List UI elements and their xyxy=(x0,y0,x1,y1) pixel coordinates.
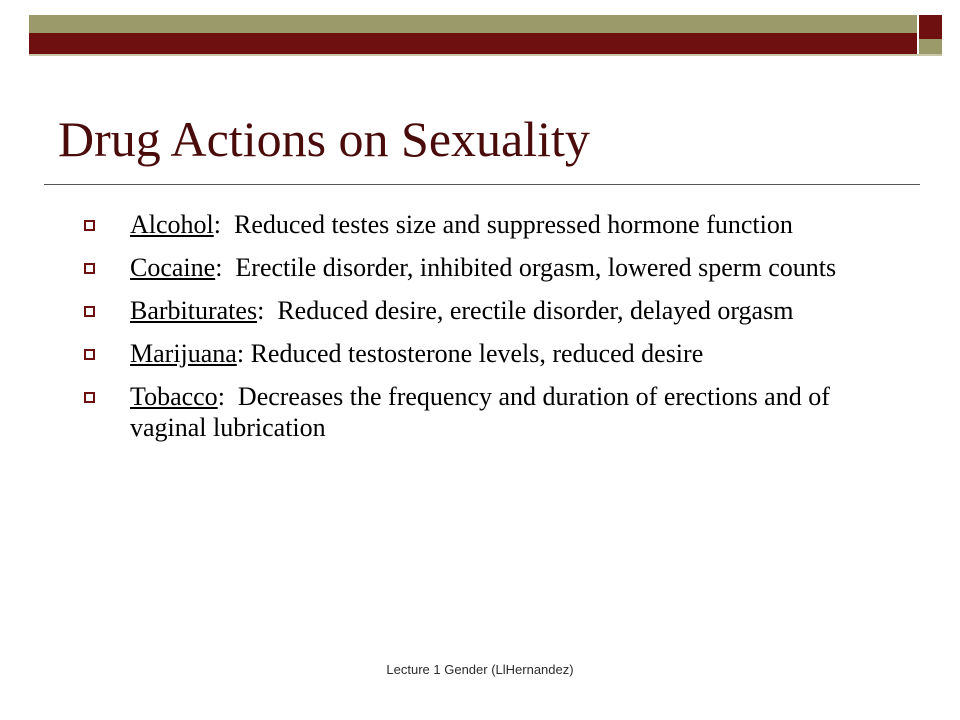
square-bullet-icon xyxy=(84,306,95,317)
slide-title: Drug Actions on Sexuality xyxy=(58,111,590,167)
square-bullet-icon xyxy=(84,220,95,231)
bullet-item-marijuana xyxy=(84,338,874,369)
drug-separator: : xyxy=(257,296,278,325)
square-bullet-icon xyxy=(84,392,95,403)
drug-name: Tobacco xyxy=(130,382,218,411)
square-bullet-icon xyxy=(84,349,95,360)
drug-effect: Decreases the frequency and duration of erections and of vaginal lubrication xyxy=(130,382,830,442)
bullet-item-alcohol xyxy=(84,209,874,240)
drug-name: Cocaine xyxy=(130,253,216,282)
drug-effect: Reduced testosterone levels, reduced desire xyxy=(250,339,704,368)
bullet-item-cocaine xyxy=(84,252,874,283)
drug-name: Alcohol xyxy=(130,210,214,239)
header-band-olive-stripe xyxy=(29,15,917,33)
drug-name: Marijuana xyxy=(130,339,237,368)
drug-effect: Erectile disorder, inhibited orgasm, lowered sperm counts xyxy=(235,253,837,282)
header-corner-square-olive xyxy=(919,39,942,54)
header-band-maroon-stripe xyxy=(29,33,917,54)
drug-separator: : xyxy=(217,382,238,411)
header-band-rule xyxy=(29,54,942,56)
slide-footer: Lecture 1 Gender (LlHernandez) xyxy=(386,662,574,677)
bullet-item-barbiturates xyxy=(84,295,874,326)
drug-name: Barbiturates xyxy=(130,296,258,325)
drug-separator: : xyxy=(236,339,251,368)
drug-separator: : xyxy=(213,210,234,239)
header-corner-square-maroon xyxy=(919,15,942,39)
drug-separator: : xyxy=(215,253,236,282)
square-bullet-icon xyxy=(84,263,95,274)
drug-effect: Reduced testes size and suppressed hormone function xyxy=(234,210,793,239)
header-band xyxy=(0,0,960,62)
bullet-list xyxy=(84,209,874,455)
title-divider xyxy=(44,184,920,185)
bullet-item-tobacco xyxy=(84,381,874,443)
drug-effect: Reduced desire, erectile disorder, delayed orgasm xyxy=(277,296,794,325)
